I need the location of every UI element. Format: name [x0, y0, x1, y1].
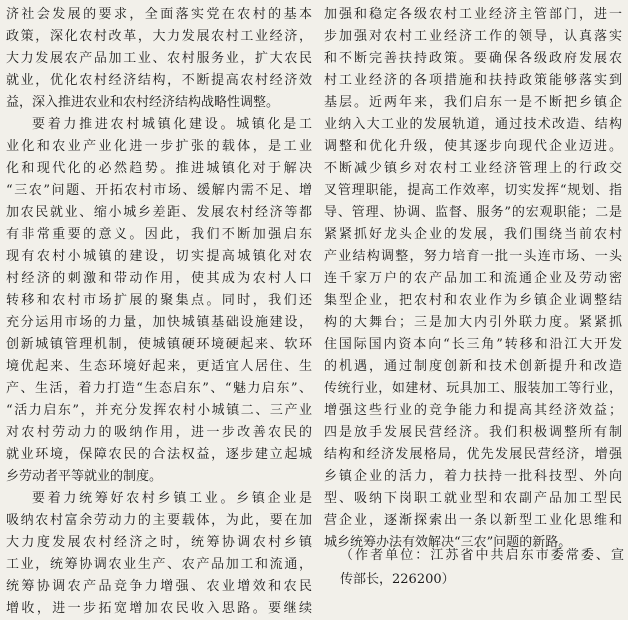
text-line: 营企业，逐渐探索出一条以新型工业化思维和 — [324, 513, 622, 528]
text-line: 现有农村小城镇的建设，切实提高城镇化对农 — [6, 249, 312, 264]
text-line: 统筹协调农产品竞争力增强、农业增效和农民 — [6, 579, 312, 594]
text-line: 业化和农业产业化进一步扩张的载体，是工业 — [6, 139, 312, 154]
text-line: “三农”问题、开拓农村市场、缓解内需不足、增 — [6, 183, 312, 198]
text-line: “活力启东”，并充分发挥农村小城镇二、三产业 — [6, 403, 312, 418]
text-line: 基层。近两年来，我们启东一是不断把乡镇企 — [324, 95, 622, 110]
text-line: 大力发展农产品加工业、农村服务业，扩大农民 — [6, 51, 312, 66]
author-note-line: 传部长，226200） — [340, 572, 455, 587]
text-line: 叉管理职能，提高工作效率，切实发挥“规划、指 — [324, 183, 622, 198]
text-line: 大力度发展农村经济之时，统筹协调农村乡镇 — [6, 535, 312, 550]
text-line: 四是放手发展民营经济。我们积极调整所有制 — [324, 425, 622, 440]
text-line: 化和现代化的必然趋势。推进城镇化对于解决 — [6, 161, 312, 176]
text-line: 乡镇企业的活力，着力扶持一批科技型、外向 — [324, 469, 622, 484]
text-line: 乡劳动者平等就业的制度。 — [6, 469, 163, 484]
text-line: 传统行业，如建材、玩具加工、服装加工等行业， — [324, 381, 622, 396]
text-line: 产业结构调整，努力培育一批一头连市场、一头 — [324, 249, 622, 264]
text-line: 有非常重要的意义。因此，我们不断加强启东 — [6, 227, 312, 242]
text-line: 集型企业，把农村和农业作为乡镇企业调整结 — [324, 293, 622, 308]
text-line: 产、生活，着力打造“生态启东”、“魅力启东”、 — [6, 381, 312, 396]
left-column — [6, 4, 312, 620]
author-note-line: （作者单位：江苏省中共启东市委常委、宣 — [340, 548, 624, 563]
paragraph-start-line: 要着力推进农村城镇化建设。城镇化是工 — [32, 117, 312, 132]
text-line: 增收，进一步拓宽增加农民收入思路。要继续 — [6, 601, 312, 616]
text-line: 增强这些行业的竞争能力和提高其经济效益； — [324, 403, 622, 418]
text-line: 住国际国内资本向“长三角”转移和沿江大开发 — [324, 337, 622, 352]
text-line: 就业，优化农村经济结构，不断提高农村经济效 — [6, 73, 312, 88]
text-line: 村工业经济的各项措施和扶持政策能够落实到 — [324, 73, 622, 88]
author-note — [340, 544, 624, 592]
text-line: 益，深入推进农业和农村经济结构战略性调整。 — [6, 95, 280, 110]
text-line: 工业，统筹协调农业生产、农产品加工和流通， — [6, 557, 312, 572]
text-line: 连千家万户的农产品加工和流通企业及劳动密 — [324, 271, 622, 286]
text-line: 村经济的刺激和带动作用，使其成为农村人口 — [6, 271, 312, 286]
text-line: 就业环境，保障农民的合法权益，逐步建立起城 — [6, 447, 312, 462]
text-line: 吸纳农村富余劳动力的主要载体，为此，要在加 — [6, 513, 312, 528]
text-line: 型、吸纳下岗职工就业型和农副产品加工型民 — [324, 491, 622, 506]
text-line: 境优起来、生态环境好起来，更适宜人居住、生 — [6, 359, 312, 374]
text-line: 对农村劳动力的吸纳作用，进一步改善农民的 — [6, 425, 312, 440]
text-line: 调整和优化升级，使其逐步向现代企业迈进。 — [324, 139, 622, 154]
text-line: 业纳入大工业的发展轨道，通过技术改造、结构 — [324, 117, 622, 132]
text-line: 转移和农村市场扩展的聚集点。同时，我们还 — [6, 293, 312, 308]
right-column — [324, 4, 622, 554]
text-line: 加强和稳定各级农村工业经济主管部门，进一 — [324, 7, 622, 22]
text-line: 济社会发展的要求，全面落实党在农村的基本 — [6, 7, 312, 22]
text-line: 充分运用市场的力量，加快城镇基础设施建设， — [6, 315, 312, 330]
text-line: 的机遇，通过制度创新和技术创新提升和改造 — [324, 359, 622, 374]
paragraph-start-line: 要着力统筹好农村乡镇工业。乡镇企业是 — [32, 491, 312, 506]
text-line: 城乡统筹办法有效解决“三农”问题的新路。 — [324, 535, 572, 550]
text-line: 加农民就业、缩小城乡差距、发展农村经济等都 — [6, 205, 312, 220]
text-line: 和不断完善扶持政策。要确保各级政府发展农 — [324, 51, 622, 66]
text-line: 导、管理、协调、监督、服务”的宏观职能；二是 — [324, 205, 622, 220]
text-line: 构的大舞台；三是加大内引外联力度。紧紧抓 — [324, 315, 622, 330]
text-line: 步加强对农村工业经济工作的领导，认真落实 — [324, 29, 622, 44]
text-line: 创新城镇管理机制，使城镇硬环境硬起来、软环 — [6, 337, 312, 352]
text-line: 结构和经济发展格局，优先发展民营经济，增强 — [324, 447, 622, 462]
text-line: 政策，深化农村改革，大力发展农村工业经济， — [6, 29, 312, 44]
text-line: 紧紧抓好龙头企业的发展，我们围绕当前农村 — [324, 227, 622, 242]
text-line: 不断减少镇乡对农村工业经济管理上的行政交 — [324, 161, 622, 176]
